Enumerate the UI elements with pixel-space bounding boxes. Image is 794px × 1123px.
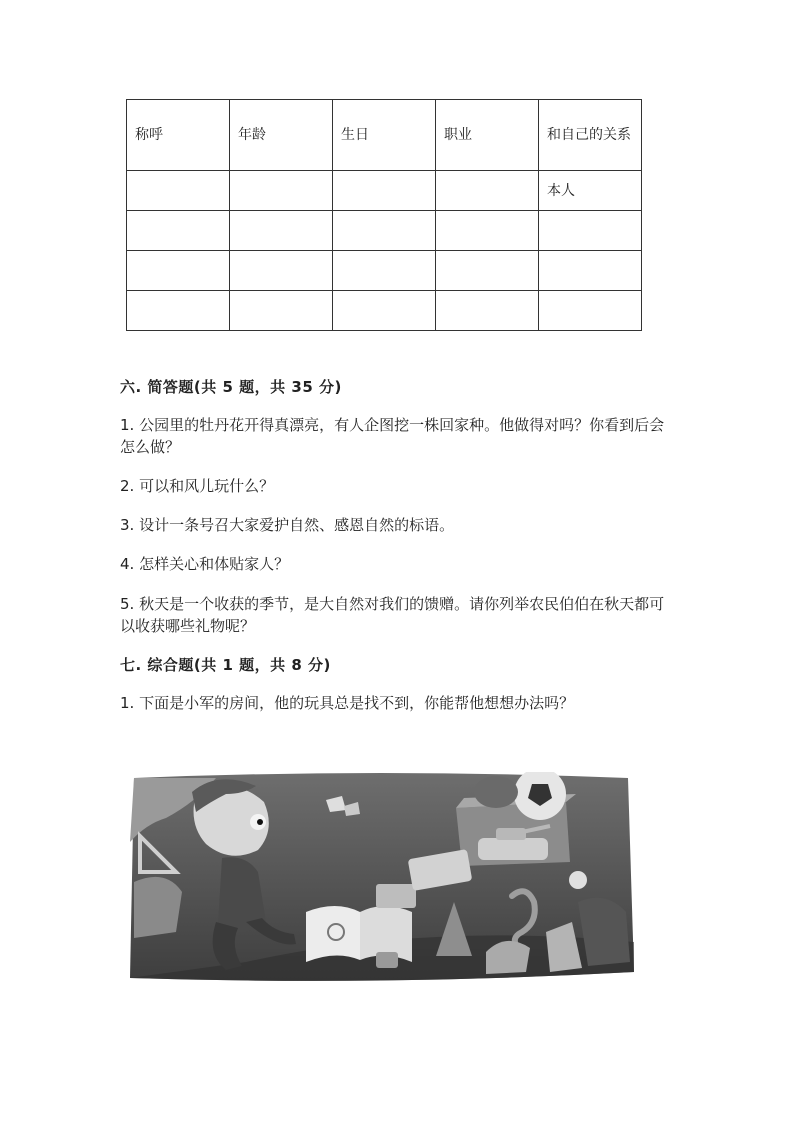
table-cell[interactable]: [539, 211, 642, 251]
table-header-cell: 年龄: [230, 100, 333, 171]
toy-block: [376, 884, 416, 908]
short-answer-question-3: 3. 设计一条号召大家爱护自然、感恩自然的标语。: [120, 516, 455, 534]
table-row: [127, 291, 642, 331]
table-cell[interactable]: [436, 171, 539, 211]
table-cell[interactable]: [127, 251, 230, 291]
table-cell[interactable]: [436, 291, 539, 331]
table-cell[interactable]: [333, 211, 436, 251]
table-cell[interactable]: [436, 251, 539, 291]
short-answer-question-2: 2. 可以和风儿玩什么？: [120, 477, 275, 495]
table-cell[interactable]: [127, 291, 230, 331]
toy-car: [376, 952, 398, 968]
family-info-table: [126, 99, 642, 331]
table-cell[interactable]: [127, 171, 230, 211]
section-six-title: 六. 简答题(共 5 题，共 35 分): [120, 378, 342, 396]
table-cell[interactable]: [230, 211, 333, 251]
comprehensive-question-1: 1. 下面是小军的房间，他的玩具总是找不到，你能帮他想想办法吗？: [120, 694, 575, 712]
table-cell[interactable]: [539, 291, 642, 331]
table-cell[interactable]: [127, 211, 230, 251]
chair-shape: [134, 877, 182, 938]
short-answer-question-1: 1. 公园里的牡丹花开得真漂亮，有人企图挖一株回家种。他做得对吗？你看到后会怎么做？: [120, 416, 665, 456]
table-row: [127, 171, 642, 211]
table-cell[interactable]: [436, 211, 539, 251]
table-header-cell: 称呼: [127, 100, 230, 171]
table-cell[interactable]: [333, 171, 436, 211]
section-seven-title: 七. 综合题(共 1 题，共 8 分): [120, 656, 331, 674]
table-cell[interactable]: [230, 251, 333, 291]
short-answer-question-4: 4. 怎样关心和体贴家人？: [120, 555, 290, 573]
messy-room-illustration: [126, 772, 636, 984]
short-answer-question-5: 5. 秋天是一个收获的季节，是大自然对我们的馈赠。请你列举农民伯伯在秋天都可以收获哪些礼物呢？: [120, 595, 665, 635]
table-cell[interactable]: [333, 291, 436, 331]
table-cell[interactable]: [333, 251, 436, 291]
table-row: [127, 211, 642, 251]
table-cell[interactable]: [539, 251, 642, 291]
table-header-row: [127, 100, 642, 171]
table-header-cell: 生日: [333, 100, 436, 171]
table-header-cell: 和自己的关系: [539, 100, 642, 171]
table-header-cell: 职业: [436, 100, 539, 171]
table-cell[interactable]: [230, 291, 333, 331]
table-cell[interactable]: [230, 171, 333, 211]
toy-ball: [569, 871, 587, 889]
table-cell: 本人: [539, 171, 642, 211]
table-row: [127, 251, 642, 291]
